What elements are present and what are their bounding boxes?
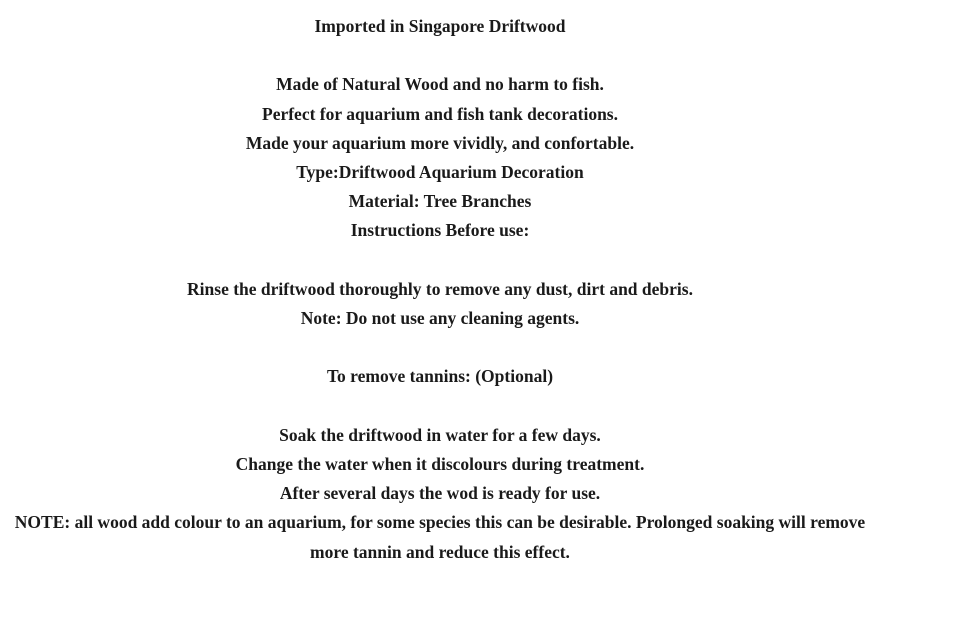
feature-material: Material: Tree Branches: [348, 191, 532, 212]
soak-step: After several days the wod is ready for use.: [279, 483, 601, 504]
feature-line: Made your aquarium more vividly, and confortable.: [245, 132, 635, 153]
tannins-heading: To remove tannins: (Optional): [326, 366, 554, 387]
spacer: [0, 333, 880, 362]
feature-type: Type:Driftwood Aquarium Decoration: [296, 162, 584, 182]
instructions-heading: Instructions Before use:: [350, 220, 530, 241]
rinse-instruction: Rinse the driftwood thoroughly to remove any dust, dirt and debris.: [187, 278, 693, 299]
soak-step: Soak the driftwood in water for a few days.: [279, 424, 601, 445]
spacer: [0, 41, 880, 70]
soak-step: Change the water when it discolours during treatment.: [235, 453, 645, 474]
spacer: [0, 246, 880, 275]
feature-line: Perfect for aquarium and fish tank decorations.: [262, 103, 618, 124]
feature-line: Made of Natural Wood and no harm to fish.: [276, 74, 604, 95]
product-title: Imported in Singapore Driftwood: [314, 16, 566, 36]
product-description: [0, 12, 880, 567]
spacer: [0, 392, 880, 421]
tannin-note: NOTE: all wood add colour to an aquarium, for some species this can be desirable. Prolonged soaking will remove more tannin and reduce this effect.: [14, 512, 866, 562]
rinse-note: Note: Do not use any cleaning agents.: [300, 308, 580, 328]
